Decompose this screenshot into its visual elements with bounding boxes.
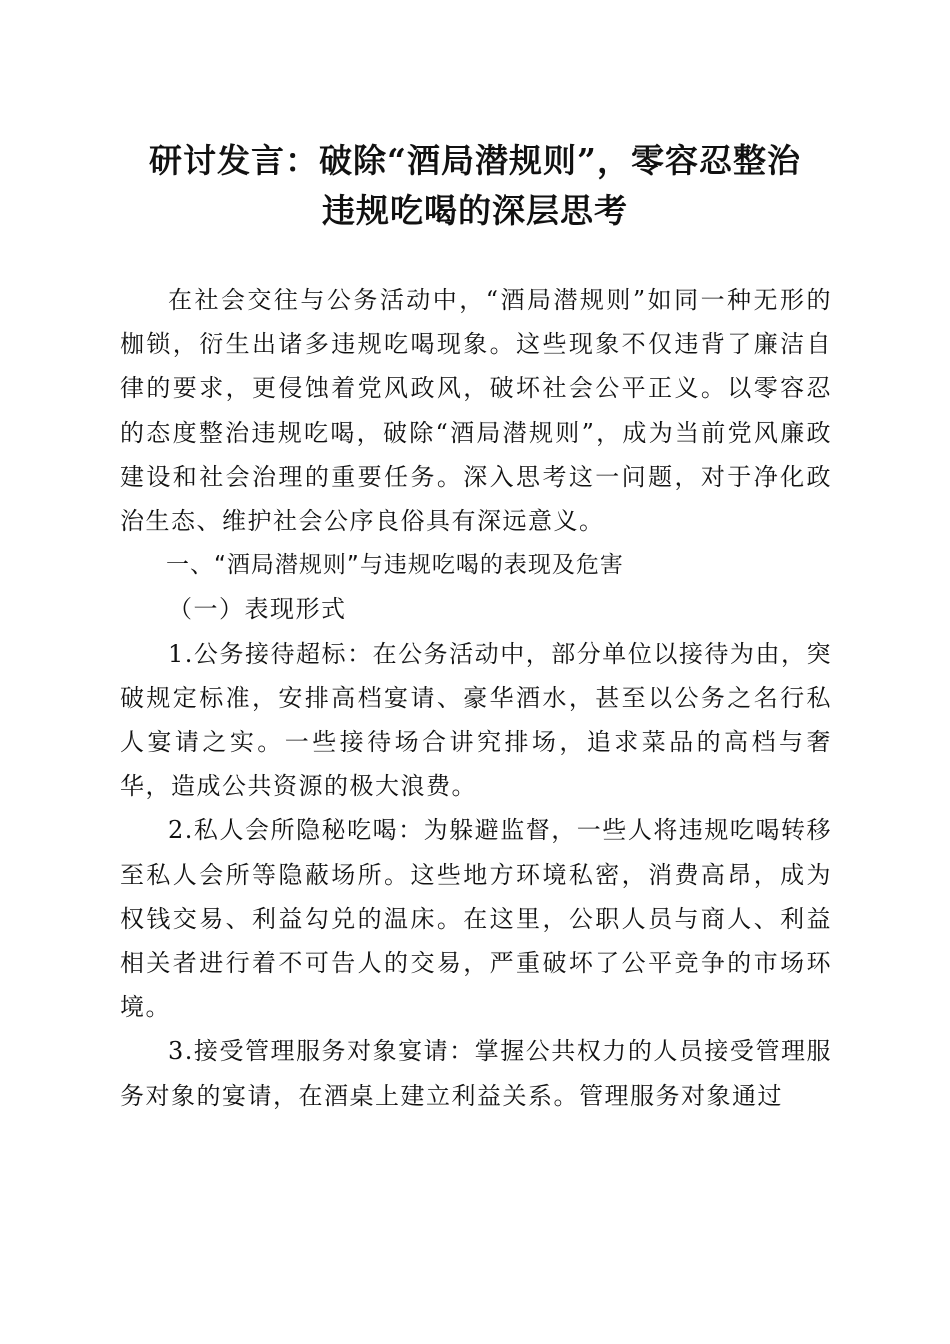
title-line-2: 违规吃喝的深层思考 <box>322 191 628 230</box>
title-line-1: 研讨发言：破除“酒局潜规则”，零容忍整治 <box>149 141 801 180</box>
intro-paragraph: 在社会交往与公务活动中，“酒局潜规则”如同一种无形的枷锁，衍生出诸多违规吃喝现象。这些现象不仅违背了廉洁自律的要求，更侵蚀着党风政风，破坏社会公平正义。以零容忍的态度整治违规吃喝，破除“酒局潜规则”，成为当前党风廉政建设和社会治理的重要任务。深入思考这一问题，对于净化政治生态、维护社会公序良俗具有深远意义。 <box>120 286 832 536</box>
list-item-2: 2.私人会所隐秘吃喝：为躲避监督，一些人将违规吃喝转移至私人会所等隐蔽场所。这些地方环境私密，消费高昂，成为权钱交易、利益勾兑的温床。在这里，公职人员与商人、利益相关者进行着不可告人的交易，严重破坏了公平竞争的市场环境。 <box>120 816 832 1022</box>
subsection-heading-1: （一）表现形式 <box>168 595 347 624</box>
document-body <box>120 278 832 1118</box>
section-heading-1: 一、“酒局潜规则”与违规吃喝的表现及危害 <box>166 552 624 579</box>
list-item-1: 1.公务接待超标：在公务活动中，部分单位以接待为由，突破规定标准，安排高档宴请、豪华酒水，甚至以公务之名行私人宴请之实。一些接待场合讲究排场，追求菜品的高档与奢华，造成公共资源的极大浪费。 <box>120 639 832 801</box>
list-item-3: 3.接受管理服务对象宴请：掌握公共权力的人员接受管理服务对象的宴请，在酒桌上建立利益关系。管理服务对象通过 <box>120 1037 832 1110</box>
document-title <box>110 136 840 236</box>
